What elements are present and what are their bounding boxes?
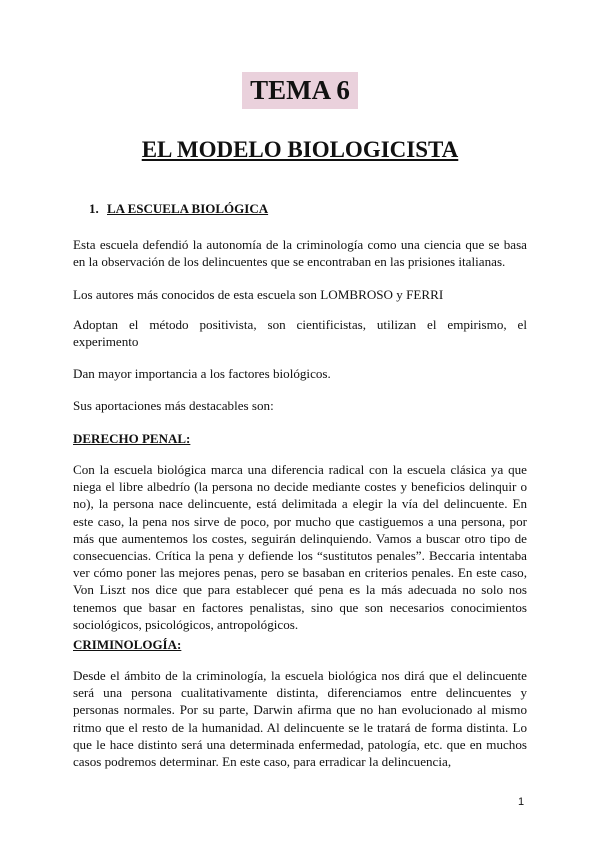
paragraph-derecho-penal: Con la escuela biológica marca una diferencia radical con la escuela clásica ya que niega el libre albedrío (la persona no decide mediante costes y beneficios delinquir o no), la persona nace delincuente, está delimitada a elegir la vía del delincuente. En este caso, la pena nos sirve de poco, por mucho que castiguemos a una persona, por más que aumentemos los costes, seguirán delinquiendo. Vamos a buscar otro tipo de consecuencias. Crítica la pena y defiende los “sustitutos penales”. Beccaria intentaba ver cómo poner las mejores penas, pero se basaban en criterios penales. En este caso, Von Liszt nos dice que para establecer qué pena es la más adecuada no solo nos tenemos que basar en factores penalistas, sino que son necesarios conocimientos sociológicos, psicológicos, antropológicos.: [73, 462, 527, 632]
paragraph-autonomia: Esta escuela defendió la autonomía de la criminología como una ciencia que se basa en la observación de los delincuentes que se encontraban en las prisiones italianas.: [73, 237, 527, 270]
paragraph-metodo: Adoptan el método positivista, son cientificistas, utilizan el empirismo, el experimento: [73, 317, 527, 350]
heading-derecho-penal: DERECHO PENAL:: [73, 431, 191, 446]
paragraph-autores: Los autores más conocidos de esta escuela son LOMBROSO y FERRI: [73, 287, 444, 302]
paragraph-criminologia: Desde el ámbito de la criminología, la escuela biológica nos dirá que el delincuente será una persona cualitativamente distinta, diferenciamos entre delincuentes y personas normales. Por su parte, Darwin afirma que no han evolucionado al mismo ritmo que el resto de la humanidad. Al delincuente se le tratará de forma distinta. Lo que le hace distinto será una determinada enfermedad, patología, etc. que en muchos casos podremos determinar. En este caso, para erradicar la delincuencia,: [73, 668, 527, 770]
paragraph-aportaciones: Sus aportaciones más destacables son:: [73, 398, 274, 413]
tema-label: TEMA 6: [242, 72, 358, 109]
section-label: LA ESCUELA BIOLÓGICA: [107, 201, 269, 216]
tema-header: [0, 72, 600, 109]
section-heading: [89, 200, 268, 218]
document-title: EL MODELO BIOLOGICISTA: [141, 137, 459, 162]
section-number: 1.: [89, 201, 99, 216]
page-number: 1: [518, 796, 525, 808]
heading-criminologia: CRIMINOLOGÍA:: [73, 637, 182, 652]
paragraph-factores: Dan mayor importancia a los factores biológicos.: [73, 366, 331, 381]
